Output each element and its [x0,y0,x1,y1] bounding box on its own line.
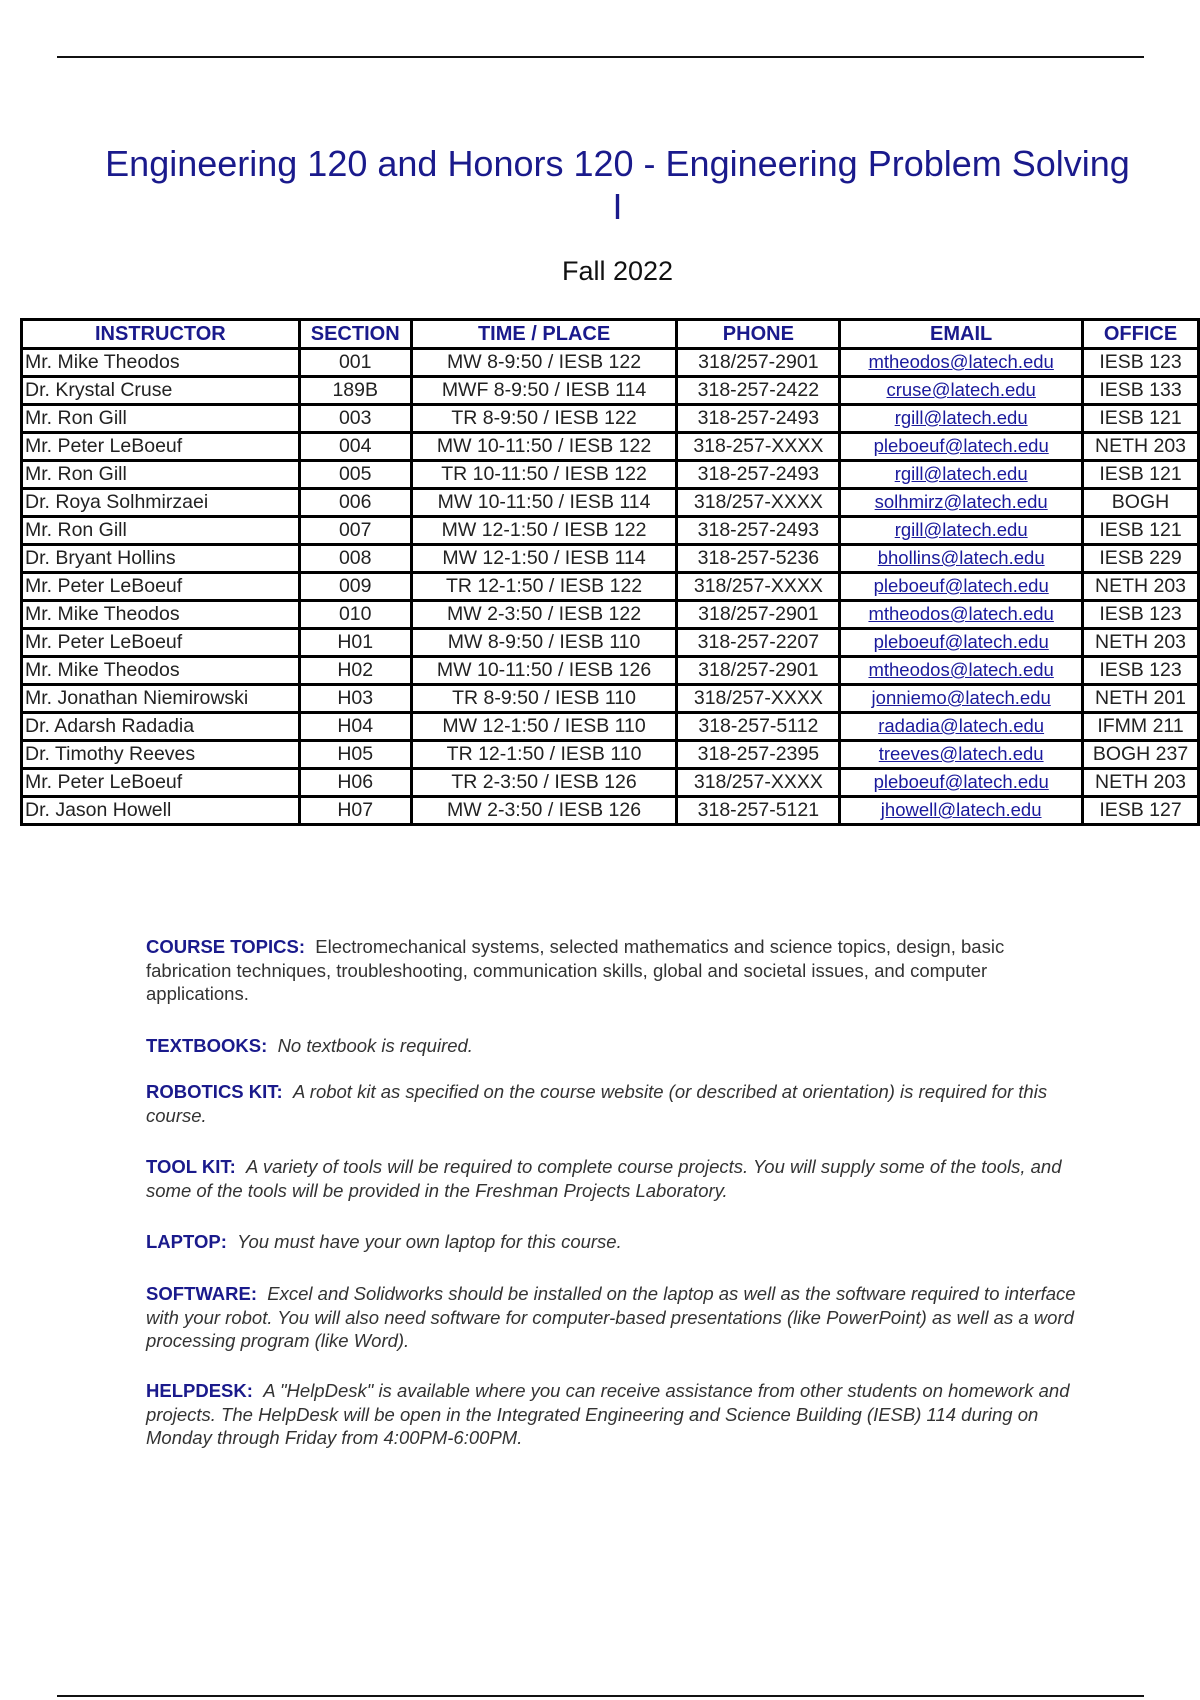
email-cell [840,629,1083,657]
tool-kit-section [146,1155,1086,1202]
phone-cell: 318/257-XXXX [677,489,840,517]
office-cell: IESB 121 [1083,461,1199,489]
phone-cell: 318-257-XXXX [677,433,840,461]
section-cell: 001 [299,349,411,377]
instructor-cell: Mr. Ron Gill [22,517,300,545]
email-link[interactable]: pleboeuf@latech.edu [873,435,1049,456]
instructor-cell: Mr. Peter LeBoeuf [22,769,300,797]
email-link[interactable]: radadia@latech.edu [878,715,1045,736]
time-place-cell: MW 12-1:50 / IESB 114 [411,545,677,573]
instructor-cell: Dr. Timothy Reeves [22,741,300,769]
instructor-cell: Mr. Mike Theodos [22,601,300,629]
instructor-cell: Dr. Krystal Cruse [22,377,300,405]
phone-cell: 318/257-2901 [677,657,840,685]
table-row [22,573,1199,601]
email-cell [840,461,1083,489]
instructor-cell: Dr. Roya Solhmirzaei [22,489,300,517]
time-place-cell: MW 8-9:50 / IESB 122 [411,349,677,377]
email-link[interactable]: pleboeuf@latech.edu [873,631,1049,652]
email-link[interactable]: jonniemo@latech.edu [871,687,1051,708]
table-row [22,713,1199,741]
term-label: Fall 2022 [561,256,674,286]
email-cell [840,433,1083,461]
email-cell [840,797,1083,825]
office-cell: IESB 133 [1083,377,1199,405]
table-row [22,405,1199,433]
email-link[interactable]: rgill@latech.edu [894,463,1028,484]
course-topics-section [146,935,1086,1006]
phone-cell: 318-257-2493 [677,517,840,545]
office-cell: NETH 201 [1083,685,1199,713]
section-cell: 005 [299,461,411,489]
bottom-rule [57,1695,1144,1697]
phone-cell: 318/257-XXXX [677,769,840,797]
time-place-cell: MW 12-1:50 / IESB 122 [411,517,677,545]
table-row [22,489,1199,517]
office-cell: NETH 203 [1083,769,1199,797]
table-row [22,377,1199,405]
header-instructor: INSTRUCTOR [22,320,300,349]
section-cell: 006 [299,489,411,517]
course-topics-label: COURSE TOPICS: [146,936,305,957]
office-cell: NETH 203 [1083,573,1199,601]
table-row [22,797,1199,825]
table-row [22,629,1199,657]
instructor-cell: Mr. Ron Gill [22,461,300,489]
table-row [22,685,1199,713]
time-place-cell: TR 8-9:50 / IESB 110 [411,685,677,713]
phone-cell: 318-257-5236 [677,545,840,573]
email-cell [840,377,1083,405]
email-link[interactable]: mtheodos@latech.edu [868,351,1054,372]
laptop-section [146,1230,1086,1254]
phone-cell: 318-257-5121 [677,797,840,825]
page-title: Engineering 120 and Honors 120 - Engineering Problem Solving I [105,143,1130,227]
header-phone: PHONE [677,320,840,349]
header-time-place: TIME / PLACE [411,320,677,349]
laptop-text: You must have your own laptop for this course. [237,1231,622,1252]
time-place-cell: MW 2-3:50 / IESB 126 [411,797,677,825]
section-cell: 008 [299,545,411,573]
helpdesk-text: A "HelpDesk" is available where you can receive assistance from other students on homework and projects. The HelpDesk will be open in the Integrated Engineering and Science Building (IESB) 114 during on Monday through Friday from 4:00PM-6:00PM. [146,1380,1070,1448]
office-cell: IESB 123 [1083,657,1199,685]
office-cell: IESB 229 [1083,545,1199,573]
robotics-kit-label: ROBOTICS KIT: [146,1081,283,1102]
phone-cell: 318/257-2901 [677,349,840,377]
instructor-cell: Mr. Mike Theodos [22,349,300,377]
header-email: EMAIL [840,320,1083,349]
email-cell [840,685,1083,713]
instructor-cell: Mr. Jonathan Niemirowski [22,685,300,713]
table-row [22,545,1199,573]
email-cell [840,601,1083,629]
instructor-cell: Mr. Mike Theodos [22,657,300,685]
robotics-kit-section [146,1080,1086,1127]
section-cell: H06 [299,769,411,797]
email-cell [840,545,1083,573]
office-cell: BOGH [1083,489,1199,517]
time-place-cell: MW 12-1:50 / IESB 110 [411,713,677,741]
email-link[interactable]: jhowell@latech.edu [880,799,1042,820]
section-cell: 004 [299,433,411,461]
instructor-cell: Mr. Peter LeBoeuf [22,629,300,657]
email-cell [840,713,1083,741]
time-place-cell: TR 8-9:50 / IESB 122 [411,405,677,433]
textbooks-text: No textbook is required. [277,1035,473,1056]
phone-cell: 318-257-2493 [677,461,840,489]
section-cell: 189B [299,377,411,405]
office-cell: IESB 123 [1083,601,1199,629]
email-link[interactable]: mtheodos@latech.edu [868,659,1054,680]
section-cell: 010 [299,601,411,629]
table-row [22,769,1199,797]
email-link[interactable]: pleboeuf@latech.edu [873,575,1049,596]
office-cell: IESB 123 [1083,349,1199,377]
email-link[interactable]: rgill@latech.edu [894,519,1028,540]
office-cell: IFMM 211 [1083,713,1199,741]
email-cell [840,349,1083,377]
table-row [22,433,1199,461]
section-cell: H04 [299,713,411,741]
helpdesk-section [146,1379,1086,1450]
robotics-kit-text: A robot kit as specified on the course website (or described at orientation) is required for this course. [146,1081,1048,1126]
office-cell: NETH 203 [1083,433,1199,461]
course-topics-text: Electromechanical systems, selected mathematics and science topics, design, basic fabrication techniques, troubleshooting, communication skills, global and societal issues, and computer applications. [146,936,1005,1004]
phone-cell: 318/257-XXXX [677,573,840,601]
section-cell: H05 [299,741,411,769]
textbooks-label: TEXTBOOKS: [146,1035,268,1056]
tool-kit-label: TOOL KIT: [146,1156,236,1177]
office-cell: NETH 203 [1083,629,1199,657]
phone-cell: 318-257-2395 [677,741,840,769]
section-cell: H01 [299,629,411,657]
section-cell: 009 [299,573,411,601]
phone-cell: 318-257-2422 [677,377,840,405]
instructor-cell: Dr. Bryant Hollins [22,545,300,573]
software-section [146,1282,1086,1353]
instructor-cell: Mr. Peter LeBoeuf [22,433,300,461]
section-cell: 007 [299,517,411,545]
table-row [22,601,1199,629]
time-place-cell: MW 10-11:50 / IESB 114 [411,489,677,517]
instructor-cell: Dr. Jason Howell [22,797,300,825]
email-link[interactable]: bhollins@latech.edu [877,547,1045,568]
table-row [22,517,1199,545]
office-cell: BOGH 237 [1083,741,1199,769]
phone-cell: 318-257-2207 [677,629,840,657]
table-header-row [22,320,1199,349]
email-link[interactable]: cruse@latech.edu [886,379,1036,400]
time-place-cell: MW 10-11:50 / IESB 126 [411,657,677,685]
email-link[interactable]: mtheodos@latech.edu [868,603,1054,624]
section-cell: H02 [299,657,411,685]
time-place-cell: TR 12-1:50 / IESB 110 [411,741,677,769]
section-cell: H03 [299,685,411,713]
table-row [22,349,1199,377]
office-cell: IESB 121 [1083,405,1199,433]
table-row [22,741,1199,769]
table-row [22,461,1199,489]
email-link[interactable]: solhmirz@latech.edu [874,491,1048,512]
email-cell [840,405,1083,433]
time-place-cell: MW 2-3:50 / IESB 122 [411,601,677,629]
email-cell [840,573,1083,601]
office-cell: IESB 121 [1083,517,1199,545]
schedule-body [22,349,1199,825]
software-label: SOFTWARE: [146,1283,257,1304]
time-place-cell: TR 12-1:50 / IESB 122 [411,573,677,601]
instructor-cell: Mr. Peter LeBoeuf [22,573,300,601]
schedule-table [20,318,1200,826]
phone-cell: 318/257-2901 [677,601,840,629]
time-place-cell: MW 10-11:50 / IESB 122 [411,433,677,461]
time-place-cell: MW 8-9:50 / IESB 110 [411,629,677,657]
email-link[interactable]: rgill@latech.edu [894,407,1028,428]
time-place-cell: MWF 8-9:50 / IESB 114 [411,377,677,405]
email-link[interactable]: treeves@latech.edu [878,743,1044,764]
phone-cell: 318-257-5112 [677,713,840,741]
email-cell [840,517,1083,545]
helpdesk-label: HELPDESK: [146,1380,253,1401]
phone-cell: 318-257-2493 [677,405,840,433]
header-section: SECTION [299,320,411,349]
table-row [22,657,1199,685]
instructor-cell: Mr. Ron Gill [22,405,300,433]
email-cell [840,769,1083,797]
email-link[interactable]: pleboeuf@latech.edu [873,771,1049,792]
header-office: OFFICE [1083,320,1199,349]
phone-cell: 318/257-XXXX [677,685,840,713]
email-cell [840,489,1083,517]
email-cell [840,657,1083,685]
time-place-cell: TR 2-3:50 / IESB 126 [411,769,677,797]
section-cell: H07 [299,797,411,825]
office-cell: IESB 127 [1083,797,1199,825]
textbooks-section [146,1034,1086,1058]
laptop-label: LAPTOP: [146,1231,227,1252]
instructor-cell: Dr. Adarsh Radadia [22,713,300,741]
software-text: Excel and Solidworks should be installed on the laptop as well as the software required to interface with your robot. You will also need software for computer-based presentations (like PowerPoint) as well as a word processing program (like Word). [146,1283,1076,1351]
tool-kit-text: A variety of tools will be required to complete course projects. You will supply some of the tools, and some of the tools will be provided in the Freshman Projects Laboratory. [146,1156,1062,1201]
time-place-cell: TR 10-11:50 / IESB 122 [411,461,677,489]
top-rule [57,56,1144,58]
section-cell: 003 [299,405,411,433]
email-cell [840,741,1083,769]
